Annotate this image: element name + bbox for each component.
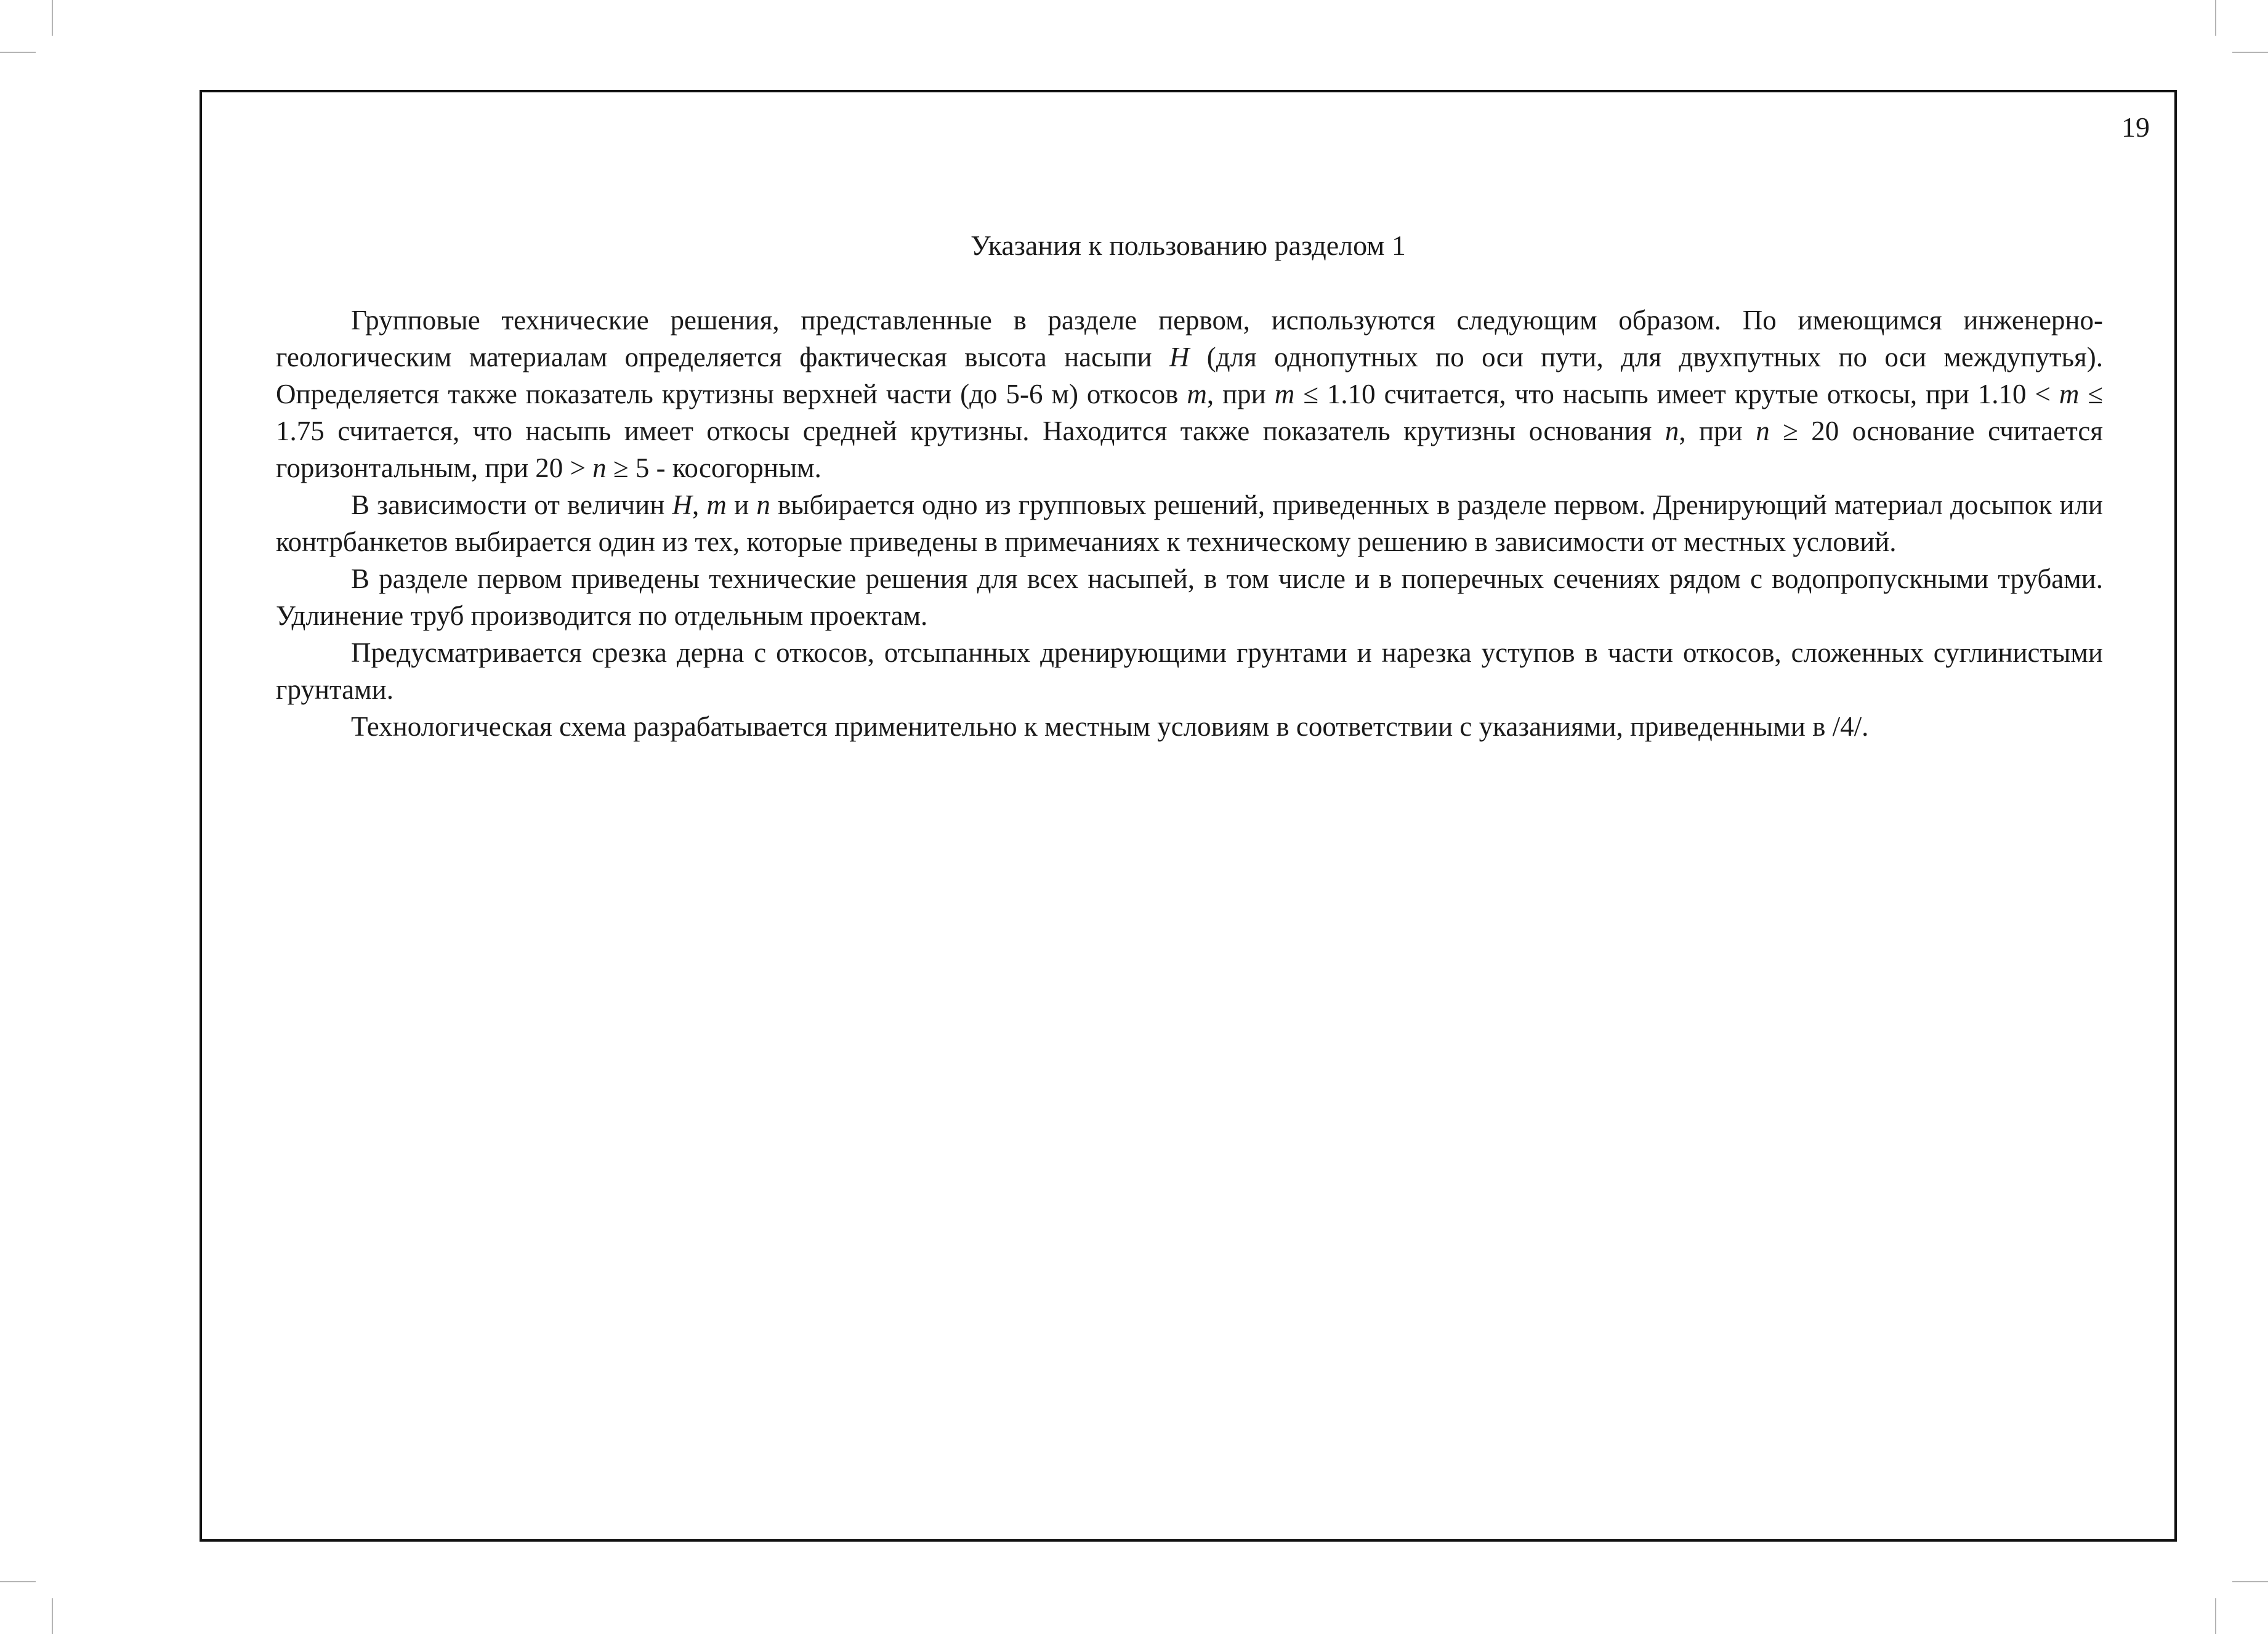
paragraph: Групповые технические решения, представленные в разделе первом, используются следующим образом. По имеющимся инженерно-геологическим материалам определяется фактическая высота насыпи H (для однопутных по оси пути, для двухпутных по оси междупутья). Определяется также показатель крутизны верхней части (до 5-6 м) откосов m, при m ≤ 1.10 считается, что насыпь имеет крутые откосы, при 1.10 < m ≤ 1.75 считается, что насыпь имеет откосы средней крутизны. Находится также показатель крутизны основания n, при n ≥ 20 основание считается горизонтальным, при 20 > n ≥ 5 - косогорным. <box>276 305 2104 483</box>
crop-mark <box>2232 52 2268 53</box>
crop-mark <box>2215 1598 2216 1634</box>
crop-mark <box>0 52 36 53</box>
paragraph: В разделе первом приведены технические решения для всех насыпей, в том числе и в поперечных сечениях рядом с водопропускными трубами. Удлинение труб производится по отдельным проектам. <box>276 563 2103 631</box>
page-title: Указания к пользованию разделом 1 <box>971 230 1406 261</box>
crop-mark <box>52 1598 53 1634</box>
crop-mark <box>2232 1581 2268 1582</box>
page-frame <box>200 90 2177 1542</box>
crop-mark <box>0 1581 36 1582</box>
paragraph: В зависимости от величин H, m и n выбирается одно из групповых решений, приведенных в разделе первом. Дренирующий материал досыпок или контрбанкетов выбирается один из тех, которые приведены в примечаниях к техническому решению в зависимости от местных условий. <box>276 489 2104 557</box>
paragraph: Технологическая схема разрабатывается применительно к местным условиям в соответствии с указаниями, приведенными в /4/. <box>351 711 1869 742</box>
paragraph: Предусматривается срезка дерна с откосов, отсыпанных дренирующими грунтами и нарезка уступов в части откосов, сложенных суглинистыми грунтами. <box>276 637 2103 705</box>
crop-mark <box>52 0 53 36</box>
crop-mark <box>2215 0 2216 36</box>
document-body <box>276 302 2103 745</box>
page-number: 19 <box>2121 111 2150 143</box>
